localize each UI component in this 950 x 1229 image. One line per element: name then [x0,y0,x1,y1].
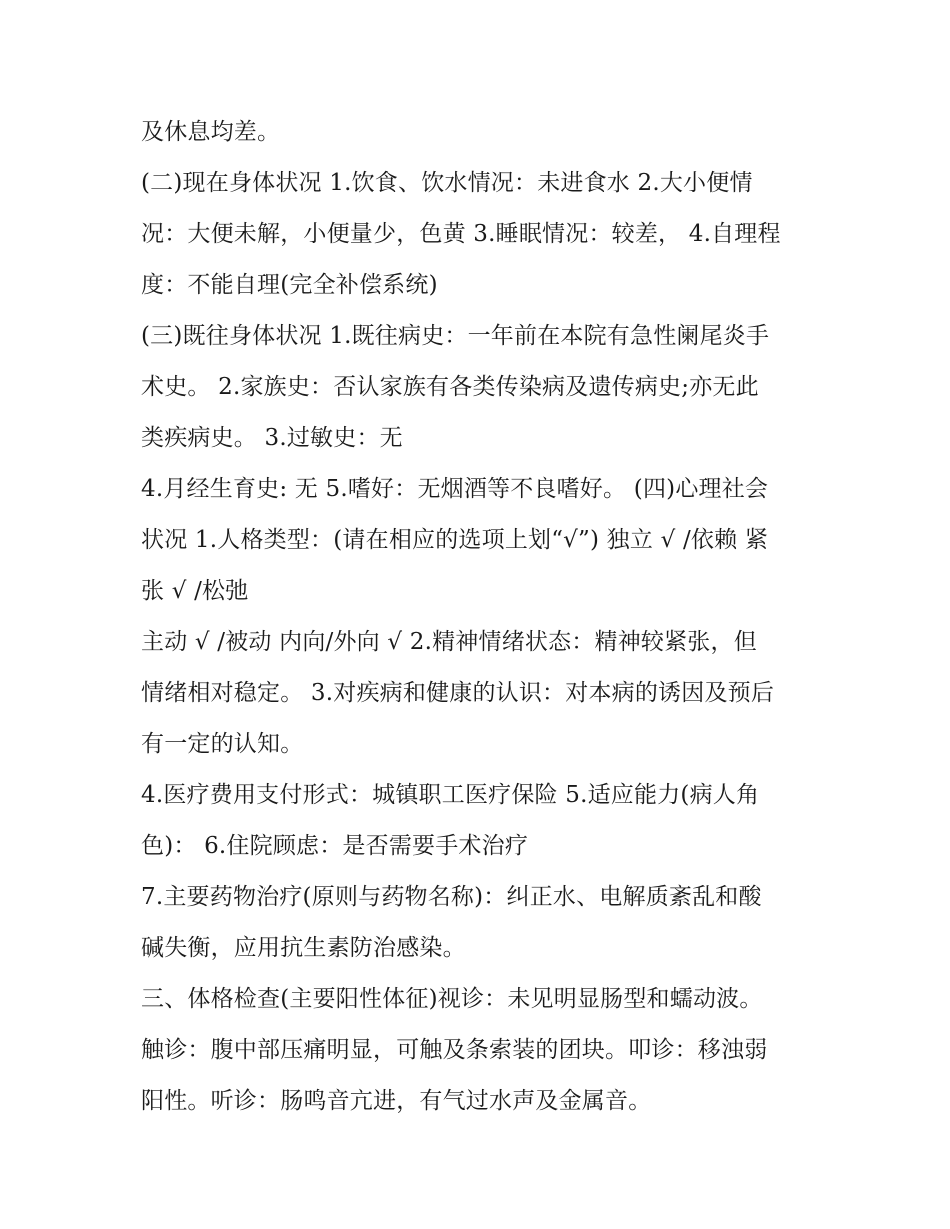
text-line: 有一定的认知。 [141,731,304,757]
text-line: 类疾病史。 3.过敏史：无 [141,425,403,451]
text-line: 度：不能自理(完全补偿系统) [141,272,438,298]
text-line: (二)现在身体状况 1.饮食、饮水情况：未进食水 2.大小便情 [141,170,753,196]
text-line: 术史。 2.家族史：否认家族有各类传染病及遗传病史;亦无此 [141,374,759,400]
text-line: 状况 1.人格类型：(请在相应的选项上划“√”) 独立 √ /依赖 紧 [141,527,769,553]
text-line: 触诊：腹中部压痛明显，可触及条索装的团块。叩诊：移浊弱 [141,1037,768,1063]
text-line: 三、体格检查(主要阳性体征)视诊：未见明显肠型和蠕动波。 [141,986,763,1012]
text-line: 碱失衡，应用抗生素防治感染。 [141,935,466,961]
text-line: 阳性。听诊：肠鸣音亢进，有气过水声及金属音。 [141,1088,652,1114]
text-line: 主动 √ /被动 内向/外向 √ 2.精神情绪状态：精神较紧张，但 [141,629,757,655]
text-line: 4.医疗费用支付形式：城镇职工医疗保险 5.适应能力(病人角 [141,782,760,808]
text-line: 张 √ /松弛 [141,578,249,604]
text-line: 色)： 6.住院顾虑：是否需要手术治疗 [141,833,529,859]
text-line: (三)既往身体状况 1.既往病史：一年前在本院有急性阑尾炎手 [141,323,770,349]
text-line: 情绪相对稳定。 3.对疾病和健康的认识：对本病的诱因及预后 [141,680,775,706]
text-line: 况：大便未解，小便量少，色黄 3.睡眠情况：较差， 4.自理程 [141,221,781,247]
text-line: 7.主要药物治疗(原则与药物名称)：纠正水、电解质紊乱和酸 [141,884,762,910]
document-body [141,107,821,1127]
text-line: 4.月经生育史: 无 5.嗜好：无烟酒等不良嗜好。 (四)心理社会 [141,476,769,502]
text-line: 及休息均差。 [141,119,281,145]
